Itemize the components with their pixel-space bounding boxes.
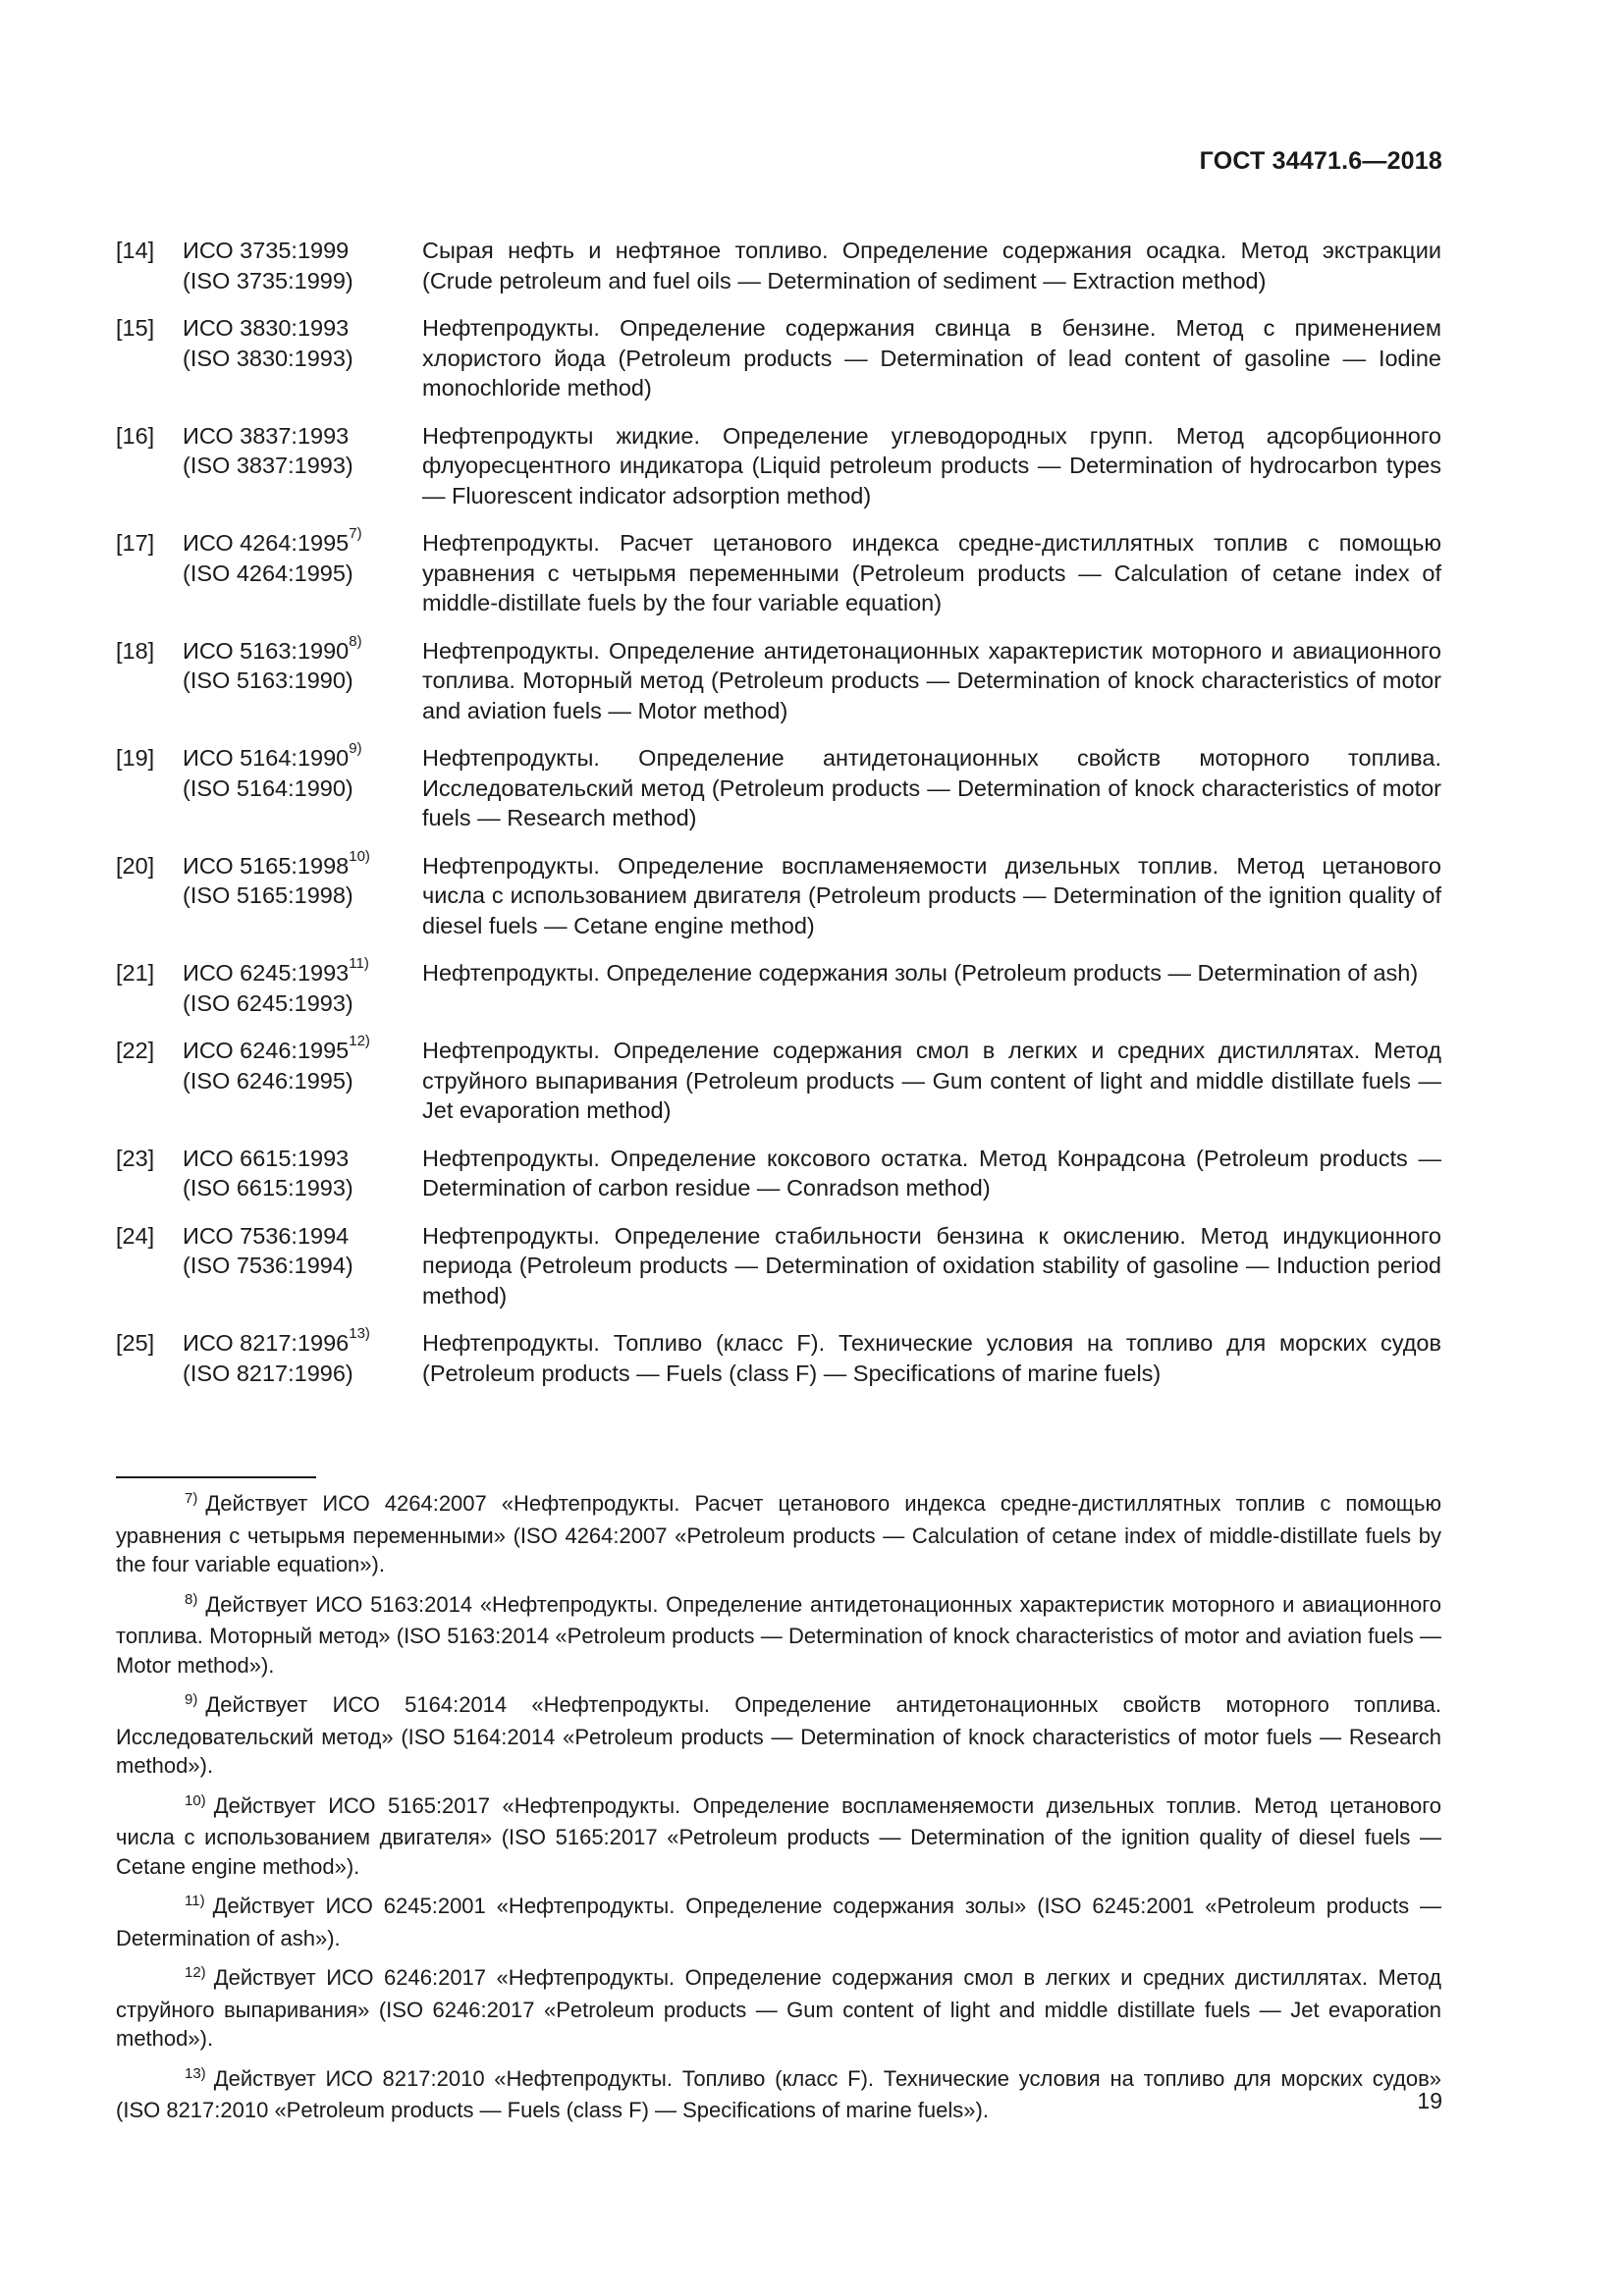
reference-title: Нефтепродукты. Определение содержания смол в легких и средних дистиллятах. Метод струйного выпаривания (Petroleum products — Gum content of light and middle distillate fuels — Jet evaporation method) bbox=[422, 1038, 1441, 1123]
reference-code-ru: ИСО 3735:1999 bbox=[183, 238, 350, 263]
reference-code-ru: ИСО 6615:1993 bbox=[183, 1145, 350, 1171]
reference-title: Нефтепродукты. Топливо (класс F). Технические условия на топливо для морских судов (Petroleum products — Fuels (class F) — Specifications of marine fuels) bbox=[422, 1330, 1441, 1386]
reference-code-iso: (ISO 4264:1995) bbox=[183, 560, 353, 586]
reference-number: [14] bbox=[116, 238, 155, 263]
footnote bbox=[116, 1963, 1441, 2054]
reference-title: Сырая нефть и нефтяное топливо. Определение содержания осадка. Метод экстракции (Crude petroleum and fuel oils — Determination of sediment — Extraction method) bbox=[422, 238, 1441, 294]
footnote bbox=[116, 1489, 1441, 1579]
reference-title: Нефтепродукты. Определение содержания золы (Petroleum products — Determination of ash) bbox=[422, 960, 1419, 986]
page-number: 19 bbox=[1417, 2088, 1442, 2113]
reference-code bbox=[183, 1221, 422, 1311]
footnote-mark: 12) bbox=[185, 1964, 206, 1981]
reference-entry bbox=[116, 313, 1441, 403]
reference-entry bbox=[116, 236, 1441, 295]
reference-code-iso: (ISO 5163:1990) bbox=[183, 667, 353, 693]
page-header-standard: ГОСТ 34471.6—2018 bbox=[1199, 147, 1442, 175]
reference-code bbox=[183, 955, 422, 1018]
footnote-text: Действует ИСО 6245:2001 «Нефтепродукты. Определение содержания золы» (ISO 6245:2001 «Petroleum products — Determination of ash»). bbox=[116, 1894, 1441, 1950]
footnote-mark: 10) bbox=[185, 1791, 206, 1809]
footnote-text: Действует ИСО 5164:2014 «Нефтепродукты. Определение антидетонационных свойств моторного топлива. Исследовательский метод» (ISO 5164:2014 «Petroleum products — Determination of knock characteristics of motor fuels — Research method»). bbox=[116, 1692, 1441, 1778]
footnote bbox=[116, 1690, 1441, 1781]
reference-number: [23] bbox=[116, 1145, 155, 1171]
reference-number: [25] bbox=[116, 1330, 155, 1356]
reference-number: [18] bbox=[116, 637, 155, 664]
reference-number: [21] bbox=[116, 960, 155, 986]
reference-title: Нефтепродукты. Определение содержания свинца в бензине. Метод с применением хлористого йода (Petroleum products — Determination of lead content of gasoline — Iodine monochloride method) bbox=[422, 315, 1441, 400]
reference-code-iso: (ISO 5165:1998) bbox=[183, 882, 353, 908]
reference-code bbox=[183, 847, 422, 941]
reference-number: [16] bbox=[116, 422, 155, 449]
footnote-text: Действует ИСО 5165:2017 «Нефтепродукты. Определение воспламеняемости дизельных топлив. Метод цетанового числа с использованием двигателя» (ISO 5165:2017 «Petroleum products — Determination of the ignition quality of diesel fuels — Cetane engine method»). bbox=[116, 1792, 1441, 1879]
footnote-text: Действует ИСО 5163:2014 «Нефтепродукты. Определение антидетонационных характеристик моторного и авиационного топлива. Моторный метод» (ISO 5163:2014 «Petroleum products — Determination of knock characteristics of motor and aviation fuels — Motor method»). bbox=[116, 1591, 1441, 1678]
footnote-ref: 12) bbox=[349, 1033, 370, 1050]
reference-code bbox=[183, 236, 422, 295]
footnote-separator bbox=[116, 1476, 316, 1478]
reference-code bbox=[183, 421, 422, 511]
footnote-ref: 7) bbox=[349, 525, 362, 543]
reference-code-ru: ИСО 5164:1990$^{9)}$ bbox=[183, 740, 362, 771]
reference-code bbox=[183, 740, 422, 833]
reference-code-iso: (ISO 8217:1996) bbox=[183, 1360, 353, 1386]
footnotes bbox=[116, 1489, 1441, 2136]
footnote-mark: 9) bbox=[185, 1691, 198, 1708]
reference-code-ru: ИСО 5165:1998$^{10)}$ bbox=[183, 847, 370, 879]
reference-code-ru: ИСО 7536:1994 bbox=[183, 1222, 350, 1249]
reference-number: [19] bbox=[116, 745, 155, 771]
reference-entry bbox=[116, 632, 1441, 726]
footnote-ref: 10) bbox=[349, 847, 370, 865]
footnote-text: Действует ИСО 4264:2007 «Нефтепродукты. Расчет цетанового индекса средне-дистиллятных топлив с помощью уравнения с четырьмя переменными» (ISO 4264:2007 «Petroleum products — Calculation of cetane index of middle-distillate fuels by the four variable equation»). bbox=[116, 1491, 1441, 1576]
footnote-mark: 13) bbox=[185, 2064, 206, 2082]
reference-title: Нефтепродукты. Расчет цетанового индекса средне-дистиллятных топлив с помощью уравнения с четырьмя переменными (Petroleum products — Calculation of cetane index of middle-distillate fuels by the four variable equation) bbox=[422, 530, 1441, 615]
footnote bbox=[116, 1590, 1441, 1681]
footnote-mark: 11) bbox=[185, 1893, 205, 1909]
footnote-ref: 9) bbox=[349, 740, 362, 758]
reference-number: [22] bbox=[116, 1038, 155, 1063]
reference-code bbox=[183, 313, 422, 403]
reference-code-iso: (ISO 6246:1995) bbox=[183, 1067, 353, 1094]
footnote-mark: 7) bbox=[185, 1490, 198, 1507]
reference-title: Нефтепродукты. Определение воспламеняемости дизельных топлив. Метод цетанового числа с использованием двигателя (Petroleum products — Determination of the ignition quality of diesel fuels — Cetane engine method) bbox=[422, 852, 1441, 938]
reference-code bbox=[183, 632, 422, 726]
reference-number: [24] bbox=[116, 1222, 155, 1249]
reference-code bbox=[183, 1325, 422, 1388]
reference-title: Нефтепродукты. Определение стабильности бензина к окислению. Метод индукционного периода (Petroleum products — Determination of oxidation stability of gasoline — Induction period method) bbox=[422, 1222, 1441, 1308]
reference-code-iso: (ISO 3830:1993) bbox=[183, 345, 353, 371]
reference-code-iso: (ISO 3735:1999) bbox=[183, 267, 353, 294]
reference-code-iso: (ISO 6245:1993) bbox=[183, 989, 353, 1016]
reference-code-ru: ИСО 8217:1996$^{13)}$ bbox=[183, 1325, 370, 1356]
reference-number: [17] bbox=[116, 530, 155, 556]
footnote-ref: 8) bbox=[349, 632, 362, 650]
reference-title: Нефтепродукты. Определение антидетонационных характеристик моторного и авиационного топлива. Моторный метод (Petroleum products — Determination of knock characteristics of motor and aviation fuels — Motor method) bbox=[422, 637, 1441, 723]
footnote-text: Действует ИСО 8217:2010 «Нефтепродукты. Топливо (класс F). Технические условия на топливо для морских судов» (ISO 8217:2010 «Petroleum products — Fuels (class F) — Specifications of marine fuels»). bbox=[116, 2065, 1441, 2122]
reference-entry bbox=[116, 847, 1441, 941]
reference-code-ru: ИСО 3837:1993 bbox=[183, 422, 350, 449]
reference-code-ru: ИСО 3830:1993 bbox=[183, 315, 350, 341]
footnote bbox=[116, 1791, 1441, 1882]
reference-code-ru: ИСО 5163:1990$^{8)}$ bbox=[183, 632, 362, 664]
footnote-ref: 13) bbox=[349, 1325, 370, 1343]
reference-entry bbox=[116, 1144, 1441, 1203]
reference-entry bbox=[116, 525, 1441, 618]
reference-code-iso: (ISO 5164:1990) bbox=[183, 774, 353, 801]
reference-number: [15] bbox=[116, 315, 155, 341]
reference-code-iso: (ISO 6615:1993) bbox=[183, 1175, 353, 1201]
footnote-text: Действует ИСО 6246:2017 «Нефтепродукты. Определение содержания смол в легких и средних дистиллятах. Метод струйного выпаривания» (ISO 6246:2017 «Petroleum products — Gum content of light and middle distillate fuels — Jet evaporation method»). bbox=[116, 1965, 1441, 2051]
bibliography-list bbox=[116, 236, 1441, 1406]
reference-entry bbox=[116, 1033, 1441, 1126]
reference-code-ru: ИСО 6245:1993$^{11)}$ bbox=[183, 955, 369, 986]
reference-code-ru: ИСО 6246:1995$^{12)}$ bbox=[183, 1033, 370, 1063]
footnote-ref: 11) bbox=[349, 955, 369, 973]
reference-entry bbox=[116, 421, 1441, 511]
reference-number: [20] bbox=[116, 852, 155, 879]
footnote bbox=[116, 2064, 1441, 2125]
reference-code-ru: ИСО 4264:1995$^{7)}$ bbox=[183, 525, 362, 556]
reference-title: Нефтепродукты. Определение коксового остатка. Метод Конрадсона (Petroleum products — Determination of carbon residue — Conradson method) bbox=[422, 1145, 1441, 1201]
reference-title: Нефтепродукты жидкие. Определение углеводородных групп. Метод адсорбционного флуоресцентного индикатора (Liquid petroleum products — Determination of hydrocarbon types — Fluorescent indicator adsorption method) bbox=[422, 422, 1441, 508]
reference-entry bbox=[116, 1325, 1441, 1388]
footnote bbox=[116, 1892, 1441, 1952]
reference-entry bbox=[116, 1221, 1441, 1311]
reference-title: Нефтепродукты. Определение антидетонационных свойств моторного топлива. Исследовательский метод (Petroleum products — Determination of knock characteristics of motor fuels — Research method) bbox=[422, 745, 1441, 830]
footnote-mark: 8) bbox=[185, 1590, 198, 1608]
reference-code-iso: (ISO 3837:1993) bbox=[183, 453, 353, 478]
reference-code bbox=[183, 525, 422, 618]
reference-code bbox=[183, 1144, 422, 1203]
reference-code bbox=[183, 1033, 422, 1126]
reference-entry bbox=[116, 955, 1441, 1018]
reference-code-iso: (ISO 7536:1994) bbox=[183, 1253, 353, 1278]
reference-entry bbox=[116, 740, 1441, 833]
